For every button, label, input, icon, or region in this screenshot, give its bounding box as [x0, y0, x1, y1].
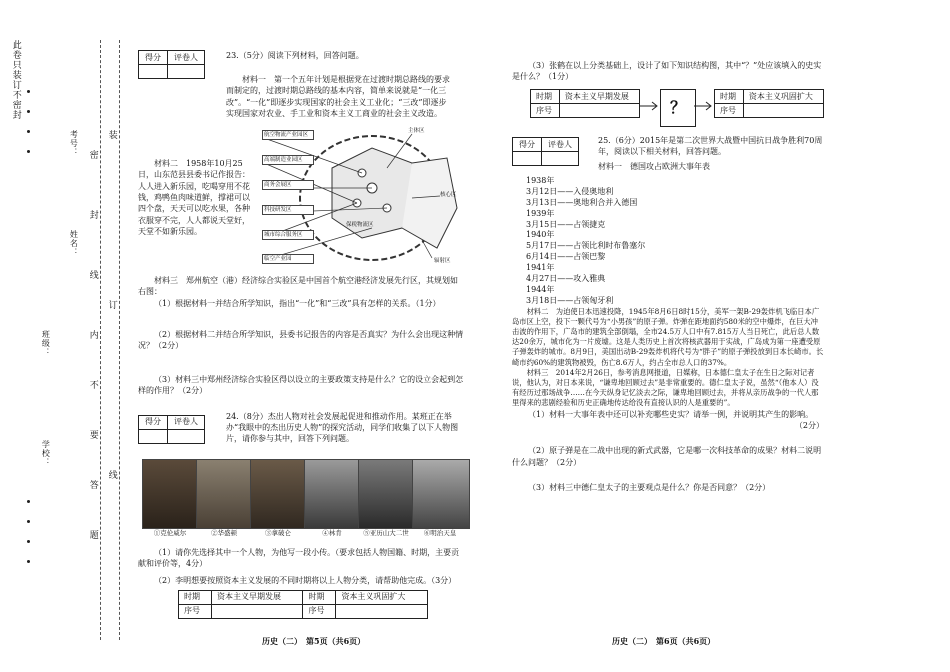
- map-label: 主体区: [408, 128, 425, 134]
- timeline-item: 3月13日——奥地利合并入德国: [526, 197, 638, 207]
- timeline-item: 5月17日——占领比利时布鲁塞尔: [526, 241, 646, 251]
- name-field: 姓名：: [69, 230, 79, 257]
- timeline-item: 6月14日——占领巴黎: [526, 252, 606, 262]
- q25-material-3: 材料三 2014年2月26日，参考消息网报道，日媒称，日本德仁皇太子在生日之际对记者说，他认为，对日本来说，“谦卑地回顾过去”是非常重要的。德仁皇太子说，虽然“（他本人）没有经历过那场战争……在今天纵身记忆淡去之际，谦卑地回顾过去，并将从亲历战争的一代人那里得来的悲剧经验和历史正确地传达给没有直接认识的人是重要的”。: [512, 367, 819, 408]
- portrait-gallery: [138, 459, 464, 543]
- seal-char: 答: [87, 480, 98, 490]
- knowledge-flowchart: [512, 89, 824, 135]
- map-label: 临空产业园: [262, 254, 314, 264]
- cut-line: [119, 40, 120, 640]
- q25-title: 25.（6分）2015年是第二次世界大战暨中国抗日战争胜利70周年，阅读以下相关材料，回答问题。: [598, 135, 823, 157]
- q23-question-3: （3）材料三中郑州经济综合实验区得以设立的主要政策支持是什么？它的设立会起到怎样的作用？（2分）: [138, 374, 464, 396]
- map-label: 城市综合服务区: [262, 230, 314, 240]
- arrow-icon: [694, 101, 714, 111]
- timeline-item: 1938年: [526, 176, 555, 186]
- timeline-item: 3月15日——占领捷克: [526, 219, 606, 229]
- classification-table: 时期 资本主义早期发展 时期 资本主义巩固扩大 序号 序号: [178, 590, 428, 619]
- timeline-item: 3月12日——入侵奥地利: [526, 186, 614, 196]
- seal-char: 封: [87, 210, 98, 220]
- q25-question-1-score: （2分）: [794, 420, 824, 430]
- binding-label: 订: [106, 300, 117, 310]
- timeline-item: 1944年: [526, 284, 555, 294]
- map-label: 商务会展区: [262, 180, 314, 190]
- flow-box-early: 时期 资本主义早期发展 序号: [530, 89, 640, 118]
- unknown-box: ？: [660, 89, 696, 127]
- portrait-alexander-ii: [358, 459, 416, 529]
- seal-char: 题: [87, 530, 98, 540]
- caption: ①克伦威尔: [153, 528, 187, 537]
- timeline-item: 1940年: [526, 230, 555, 240]
- class-field: 班级：: [41, 330, 51, 357]
- q24-question-1: （1）请你先选择其中一个人物，为他写一段小传。（要求包括人物国籍、时期，主要贡献和评价等，4分）: [138, 547, 460, 568]
- score-box: 得分 评卷人: [138, 415, 205, 444]
- portrait-napoleon: [250, 459, 308, 529]
- seal-char: 线: [87, 270, 98, 280]
- q24-question-2: （2）李明想要按照资本主义发展的不同时期将以上人物分类，请帮助他完成。（3分）: [154, 576, 457, 586]
- q23-material-1: 材料一 第一个五年计划是根据党在过渡时期总路线的要求而制定的，过渡时期总路线的基本内容，简单来说就是“一化三改”。“一化”即逐步实现国家的社会主义工业化；“三改”即逐步实现国家对农业、手工业和资本主义工商业的社会主义改造。: [226, 75, 450, 119]
- q25-material-1: 材料一 德国攻占欧洲大事年表: [598, 161, 710, 171]
- seal-char: 要: [87, 430, 98, 440]
- q25-material-2: 材料二 为迫使日本迅速投降，1945年8月6日8时15分，美军一架B-29轰炸机飞临日本广岛市区上空，投下一颗代号为“小男孩”的原子弹。炸弹在距地面约580米的空中爆炸，在巨大冲击波的作用下，广岛市的建筑全部倒塌，全市24.5万人口中有7.815万人当日死亡，此后总人数达20余万，城市化为一片废墟。这是人类历史上首次将核武器用于实战，广岛成为第一座遭受原子弹轰炸的城市。8月9日，美国出动B-29轰炸机将代号为“胖子”的原子弹投放到日本长崎市。长崎市约60%的建筑物被毁，伤亡8.6万人，约占全市总人口的37%。: [512, 306, 824, 367]
- portrait-washington: [196, 459, 254, 529]
- page-5-footer: 历史（二） 第5页（共6页）: [262, 636, 366, 646]
- timeline-item: 1941年: [526, 263, 555, 273]
- portrait-cromwell: [142, 459, 200, 529]
- caption: ⑥明治天皇: [423, 528, 457, 537]
- portrait-lincoln: [304, 459, 362, 529]
- map-label: 航空物流产业园区: [262, 130, 314, 140]
- q23-material-3: 材料三 郑州航空（港）经济综合实验区是中国首个航空港经济发展先行区，其规划如右图：: [138, 276, 458, 297]
- timeline-item: 4月27日——攻入雅典: [526, 273, 606, 283]
- q23-title: 23.（5分）阅读下列材料，回答问题。: [226, 51, 364, 60]
- page-5: [138, 46, 464, 619]
- timeline-item: 1939年: [526, 208, 555, 218]
- caption: ④林肯: [322, 528, 342, 537]
- page-6-footer: 历史（二） 第6页（共6页）: [612, 636, 716, 646]
- seal-char: 密: [87, 150, 98, 160]
- school-field: 学校：: [41, 440, 51, 467]
- timeline: [526, 176, 824, 307]
- seal-char: 内: [87, 330, 98, 340]
- map-label: 核心区: [440, 192, 457, 198]
- q23-material-2: 材料二 1958年10月25日，山东范县县委书记作报告：人人进入新乐园，吃喝穿用不花钱，鸡鸭鱼肉味道鲜，撑裙可以四个盘，天天可以吃水果，各种衣服穿不完，人人都说天堂好，天堂不如新乐园。: [138, 159, 250, 237]
- score-box: 得分 评卷人: [512, 137, 579, 166]
- binding-label: 线: [106, 470, 117, 480]
- portrait-meiji: [412, 459, 470, 529]
- caption: ⑤亚历山大二世: [363, 528, 409, 537]
- q25-question-3: （3）材料三中德仁皇太子的主要观点是什么？你是否同意？（2分）: [528, 483, 771, 493]
- score-box: 得分 评卷人: [138, 50, 205, 79]
- page-6: [512, 60, 824, 493]
- seal-line: [100, 40, 101, 640]
- binding-label: 装: [106, 130, 117, 140]
- q23-question-1: （1）根据材料一并结合所学知识，指出“一化”和“三改”具有怎样的关系。（1分）: [154, 298, 441, 308]
- caption: ③拿破仑: [265, 528, 291, 537]
- map-label: 辐射区: [434, 258, 451, 264]
- map-label: 高端制造业园区: [262, 155, 314, 165]
- map-label: 科技研发区: [262, 205, 314, 215]
- q24-title: 24.（8分）杰出人物对社会发展起促进和推动作用。某班正在举办“我眼中的杰出历史人物”的探究活动，同学们收集了以下人物图片，请你参与其中，回答下列问题。: [226, 411, 459, 444]
- q25-question-1: （1）材料一大事年表中还可以补充哪些史实？请举一例，并说明其产生的影响。: [528, 409, 814, 419]
- arrow-icon: [640, 101, 660, 111]
- seal-char: 不: [87, 380, 98, 390]
- q23-question-2: （2）根据材料二并结合所学知识，县委书记报告的内容是否真实？为什么会出现这种情况？（2分）: [138, 330, 464, 351]
- flow-box-consolidation: 时期 资本主义巩固扩大 序号: [714, 89, 824, 118]
- q25-question-2: （2）原子弹是在二战中出现的新式武器，它是哪一次科技革命的成果？材料二说明什么问题？（2分）: [512, 446, 822, 467]
- map-labels: [262, 128, 462, 278]
- caption: ②华盛顿: [211, 528, 237, 537]
- binding-margin: [0, 0, 128, 672]
- q24-question-3: （3）张鹤在以上分类基础上，设计了如下知识结构图，其中“？”处应该填入的史实是什么？（1分）: [512, 61, 822, 82]
- side-note: 此卷只装订不密封: [10, 40, 21, 120]
- examno-field: 考号：: [69, 130, 79, 157]
- timeline-item: 3月18日——占领匈牙利: [526, 295, 614, 305]
- map-label: 保税物流区: [346, 222, 374, 228]
